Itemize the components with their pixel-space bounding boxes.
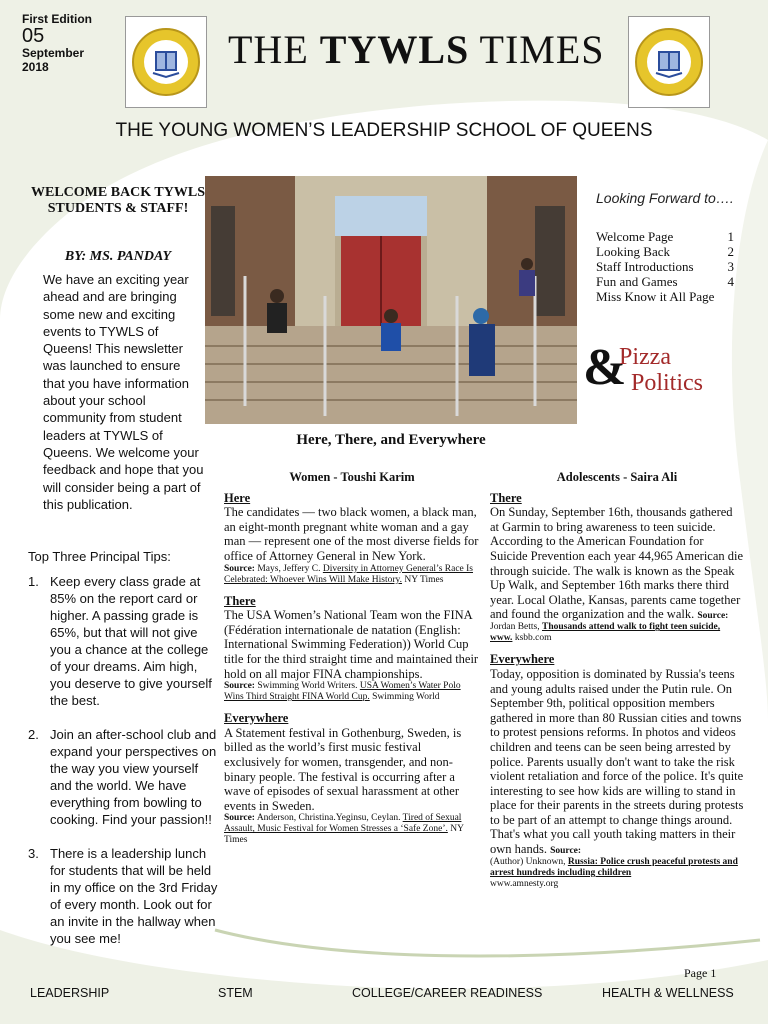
title-suffix: TIMES [469,27,605,72]
toc-item [596,274,734,289]
tips-heading: Top Three Principal Tips: [28,549,171,564]
source-link[interactable]: Thousands attend walk to fight teen suicide, www. [490,622,721,644]
tip-text: Keep every class grade at 85% on the report card or higher. A passing grade is 65%, but that will not give you a chance at the college of your dreams. Aim high, you deserve to give yourself the best. [50,574,212,708]
tips-list [28,573,218,964]
toc-item [596,259,734,274]
section-subheading: There [490,490,522,505]
source-author: (Author) Unknown, [490,857,568,868]
footer-health-wellness: HEALTH & WELLNESS [602,986,734,1000]
page-number: Page 1 [684,966,717,980]
school-name: THE YOUNG WOMEN’S LEADERSHIP SCHOOL OF QUEENS [115,120,653,141]
tip-text: There is a leadership lunch for students that will be held in my office on the 3rd Friday of every month. Look out for an invite in the hallway when you see me! [50,846,218,946]
source-citation [224,813,480,846]
section-body: Today, opposition is dominated by Russia's teens and young adults raised under the Putin rule. On September 9th, political opposition members gathered in more than 80 Russian cities and towns to protest pensions reforms. In photos and videos children and teens can be seen being arrested by police. Parents usually don't want to take the risk violent retaliation and force of the police. It's quite interesting to see how kids are willing to stand in place for their parents in the streets during protests to be part of an attempt to change things around. That's what you call youth taking matters in their own hands. [490,666,744,857]
footer-leadership: LEADERSHIP [30,986,110,1000]
source-publisher: NY Times [224,824,464,846]
source-label: Source: [224,563,255,574]
source-label: Source: [550,846,582,857]
source-label: Source: [697,611,729,622]
toc-label: Staff Introductions [596,259,694,274]
tip-item [28,845,218,947]
section-subheading: Everywhere [224,711,289,726]
school-entrance-photo [205,176,577,424]
edition-day: 05 [22,25,45,47]
source-citation [224,564,480,586]
politics-word: Politics [631,370,704,396]
school-logo-right [628,16,710,108]
toc-item [596,229,734,244]
edition-label: First Edition [22,12,92,26]
edition-month: September [22,46,85,60]
section-text: A Statement festival in Gothenburg, Sweden, is billed as the world’s first music festival exclusively for women, transgender, and non-binary people. The festival is occurring after a wave of episodes of sexual harassment at other events in Sweden. [224,725,462,813]
table-of-contents [596,229,734,304]
source-label: Source: [224,813,255,824]
source-link[interactable]: Russia: Police crush peaceful protests and arrest hundreds including children [490,857,738,879]
source-publisher: Swimming World [369,692,440,703]
source-author: Swimming World Writers. [254,681,360,692]
newsletter-title [228,26,605,73]
welcome-body: We have an exciting year ahead and are bringing some new and exciting events to TYWLS of Queens! This newsletter was launched to ensure that you have information about your school community from student leaders at TYWLS of Queens. We welcome your feedback and hope that you will consider being a part of this publication. [43,272,204,512]
toc-label: Fun and Games [596,274,678,289]
column-heading: Women - Toushi Karim [289,470,415,484]
ampersand: & [583,339,627,396]
edition-year: 2018 [22,60,49,74]
column-heading: Adolescents - Saira Ali [556,470,678,484]
section-subheading: Everywhere [490,652,555,667]
source-citation [490,857,744,890]
toc-page: 2 [727,244,734,259]
tip-text: Join an after-school club and expand your perspectives on the way you view yourself and the world. We have everything from bowling to cooking. Find your passion!! [50,727,217,827]
welcome-heading: WELCOME BACK TYWLS STUDENTS & STAFF! [31,185,205,216]
source-author: Mays, Jeffery C. [254,563,323,574]
source-label: Source: [224,681,255,692]
footer-college-career: COLLEGE/CAREER READINESS [352,986,543,1000]
source-author: Jordan Betts, [490,622,542,633]
source-publisher: NY Times [402,574,444,585]
tip-item [28,726,218,828]
section-text [490,505,744,622]
source-link[interactable]: Diversity in Attorney General’s Race Is Celebrated: Whoever Wins Will Make History. [224,563,473,585]
women-column [224,470,480,854]
source-citation [224,681,480,703]
toc-page: 4 [727,274,734,289]
section-text [490,667,744,857]
section-subheading: There [224,593,256,608]
pizza-politics-logo [583,340,753,400]
toc-title: Looking Forward to…. [596,190,734,206]
toc-page: 1 [727,229,734,244]
title-bold: TYWLS [319,27,470,72]
tip-number: 2. [28,727,39,742]
toc-item [596,289,734,304]
toc-item [596,244,734,259]
school-logo-left [125,16,207,108]
toc-label: Miss Know it All Page [596,289,715,304]
source-link[interactable]: Tired of Sexual Assault, Music Festival for Women Stresses a ‘Safe Zone’. [224,813,462,835]
source-citation [490,622,744,644]
feature-title: Here, There, and Everywhere [296,432,486,448]
edition-info [22,12,92,74]
toc-label: Looking Back [596,244,671,259]
tip-number: 1. [28,574,39,589]
tip-number: 3. [28,846,39,861]
section-text: The candidates — two black women, a black man, an eight-month pregnant white woman and a gay man — represent one of the most diverse fields for office of Attorney General in New York. [224,505,479,563]
title-prefix: THE [228,27,320,72]
section-body: On Sunday, September 16th, thousands gathered at Garmin to bring awareness to teen suicide. According to the American Foundation for Suicide Prevention each year 44,965 American die through suicide. The walk is known as the Speak Up Walk, and September 16th marks there third year. Local Olathe, Kansas, parents came together and found the organization and the walk. [490,505,744,622]
footer-stem: STEM [218,986,253,1000]
pizza-word: Pizza [619,344,671,370]
welcome-byline: BY: MS. PANDAY [64,249,172,264]
toc-label: Welcome Page [596,229,674,244]
source-author: Anderson, Christina.Yeginsu, Ceylan. [254,813,403,824]
tip-item [28,573,218,709]
section-text: The USA Women’s National Team won the FINA (Fédération internationale de natation (English: International Swimming Federation)) World Cup title for the third straight time and maintained their hold on all major FINA championships. [224,608,479,681]
adolescents-column [490,470,744,898]
toc-page: 3 [727,259,734,274]
source-link[interactable]: USA Women’s Water Polo Wins Third Straight FINA World Cup. [224,681,461,703]
source-publisher: www.amnesty.org [490,879,559,890]
source-publisher: ksbb.com [512,633,552,644]
section-subheading: Here [224,490,251,505]
